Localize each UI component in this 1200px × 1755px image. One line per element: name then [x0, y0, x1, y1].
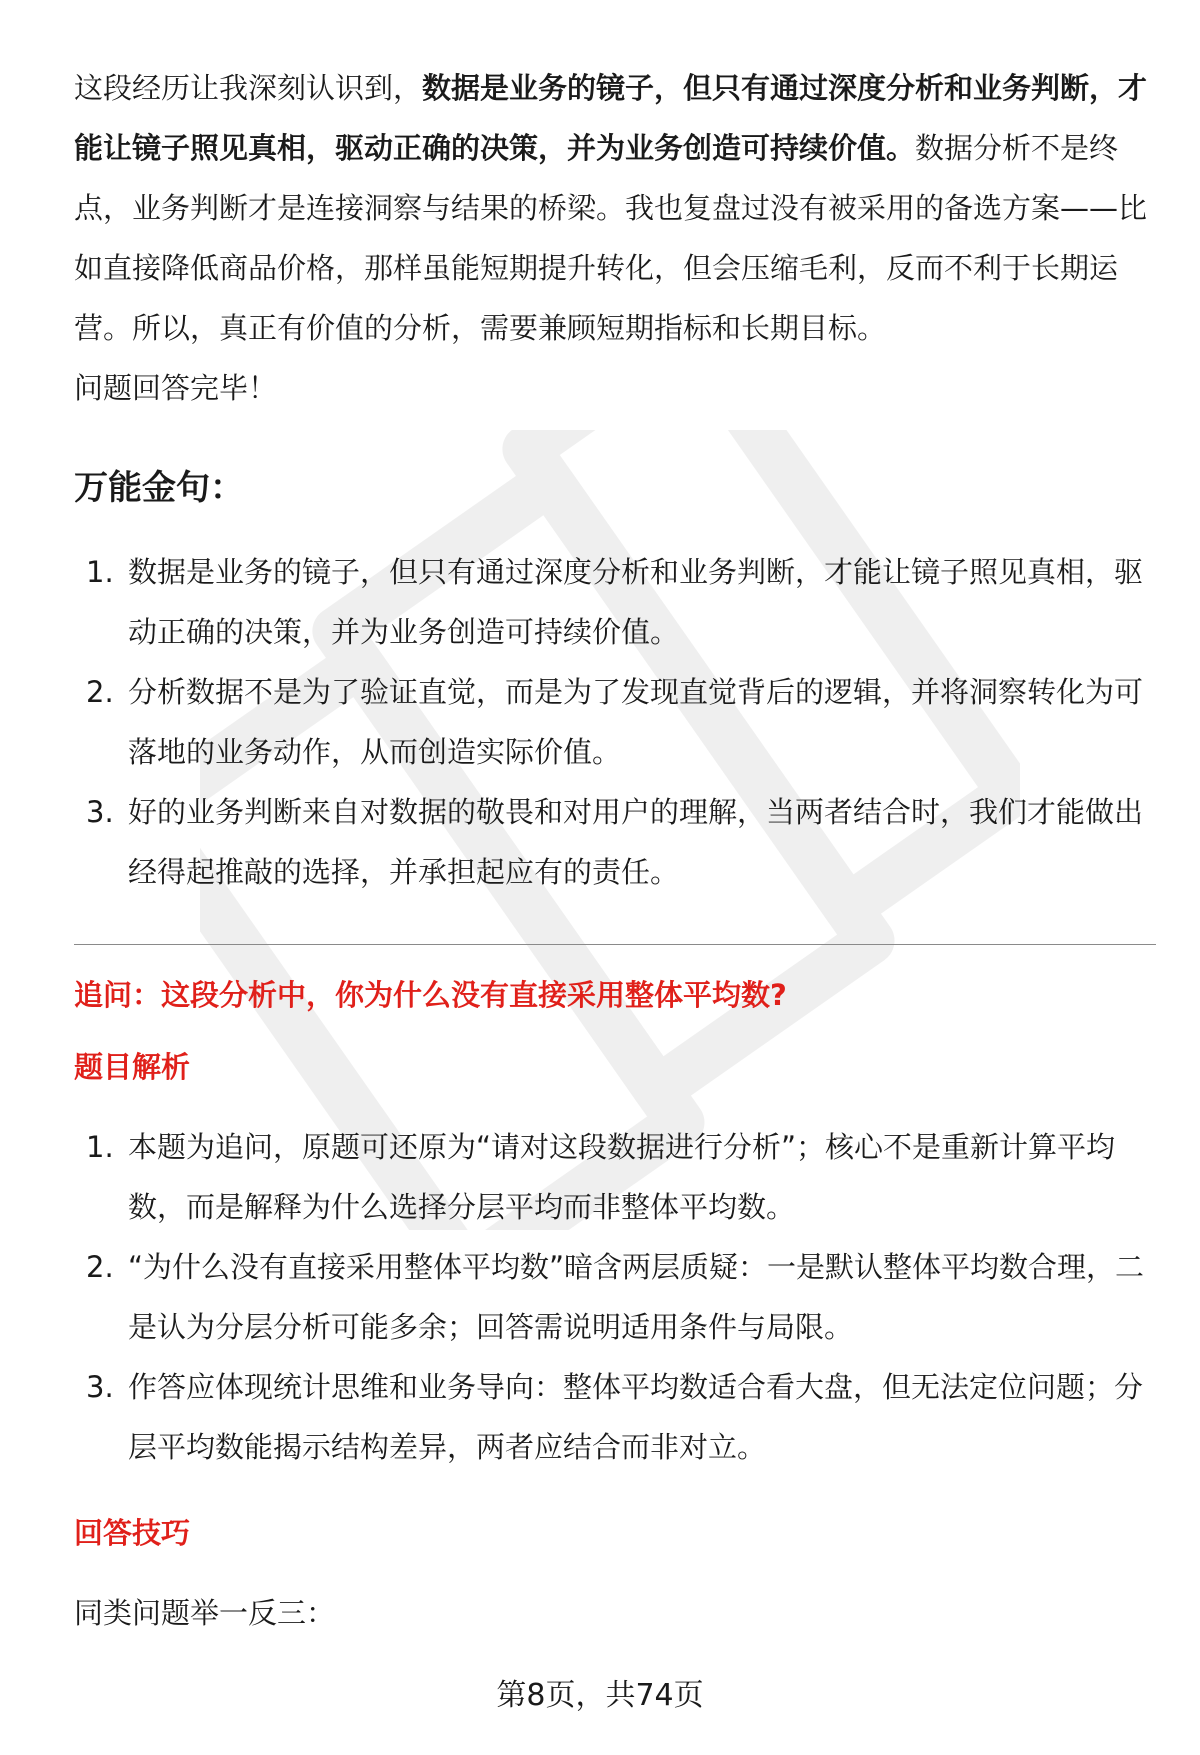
- tips-heading: 回答技巧: [74, 1516, 191, 1550]
- analysis-heading: 题目解析: [74, 1050, 191, 1084]
- list-item: [74, 662, 1154, 782]
- list-item: [74, 1237, 1154, 1357]
- section-divider: [74, 944, 1156, 945]
- page-number-footer: 第8页，共74页: [496, 1678, 704, 1713]
- list-number: 1.: [86, 555, 114, 589]
- answer-complete-text: 问题回答完毕！: [74, 371, 278, 405]
- list-item: [74, 542, 1154, 662]
- list-item-text: 分析数据不是为了验证直觉，而是为了发现直觉背后的逻辑，并将洞察转化为可落地的业务动作，从而创造实际价值。: [128, 675, 1144, 769]
- intro-rest: 数据分析不是终点，业务判断才是连接洞察与结果的桥梁。我也复盘过没有被采用的备选方案——比如直接降低商品价格，那样虽能短期提升转化，但会压缩毛利，反而不利于长期运营。所以，真正有价值的分析，需要兼顾短期指标和长期目标。: [74, 131, 1148, 345]
- list-item-text: 好的业务判断来自对数据的敬畏和对用户的理解，当两者结合时，我们才能做出经得起推敲的选择，并承担起应有的责任。: [128, 795, 1144, 889]
- document-page: [74, 58, 1154, 1643]
- list-number: 2.: [86, 1250, 114, 1284]
- list-item-text: “为什么没有直接采用整体平均数”暗含两层质疑：一是默认整体平均数合理，二是认为分层分析可能多余；回答需说明适用条件与局限。: [128, 1250, 1145, 1344]
- tips-text: 同类问题举一反三：: [74, 1596, 336, 1630]
- followup-question-title: 追问：这段分析中，你为什么没有直接采用整体平均数?: [74, 978, 787, 1012]
- list-number: 3.: [86, 1370, 114, 1404]
- golden-sentences-list: [74, 542, 1154, 902]
- list-item: [74, 782, 1154, 902]
- golden-sentences-heading: 万能金句：: [74, 468, 244, 508]
- list-number: 2.: [86, 675, 114, 709]
- list-number: 3.: [86, 795, 114, 829]
- list-item-text: 数据是业务的镜子，但只有通过深度分析和业务判断，才能让镜子照见真相，驱动正确的决策，并为业务创造可持续价值。: [128, 555, 1144, 649]
- list-item: [74, 1117, 1154, 1237]
- intro-paragraph: [74, 58, 1154, 358]
- list-item-text: 作答应体现统计思维和业务导向：整体平均数适合看大盘，但无法定位问题；分层平均数能揭示结构差异，两者应结合而非对立。: [128, 1370, 1144, 1464]
- list-item: [74, 1357, 1154, 1477]
- intro-lead: 这段经历让我深刻认识到，: [74, 71, 423, 105]
- list-number: 1.: [86, 1130, 114, 1164]
- analysis-list: [74, 1117, 1154, 1477]
- intro-bold: 数据是业务的镜子，但只有通过深度分析和业务判断，才能让镜子照见真相，驱动正确的决策，并为业务创造可持续价值。: [74, 71, 1148, 165]
- list-item-text: 本题为追问，原题可还原为“请对这段数据进行分析”；核心不是重新计算平均数，而是解释为什么选择分层平均而非整体平均数。: [128, 1130, 1116, 1224]
